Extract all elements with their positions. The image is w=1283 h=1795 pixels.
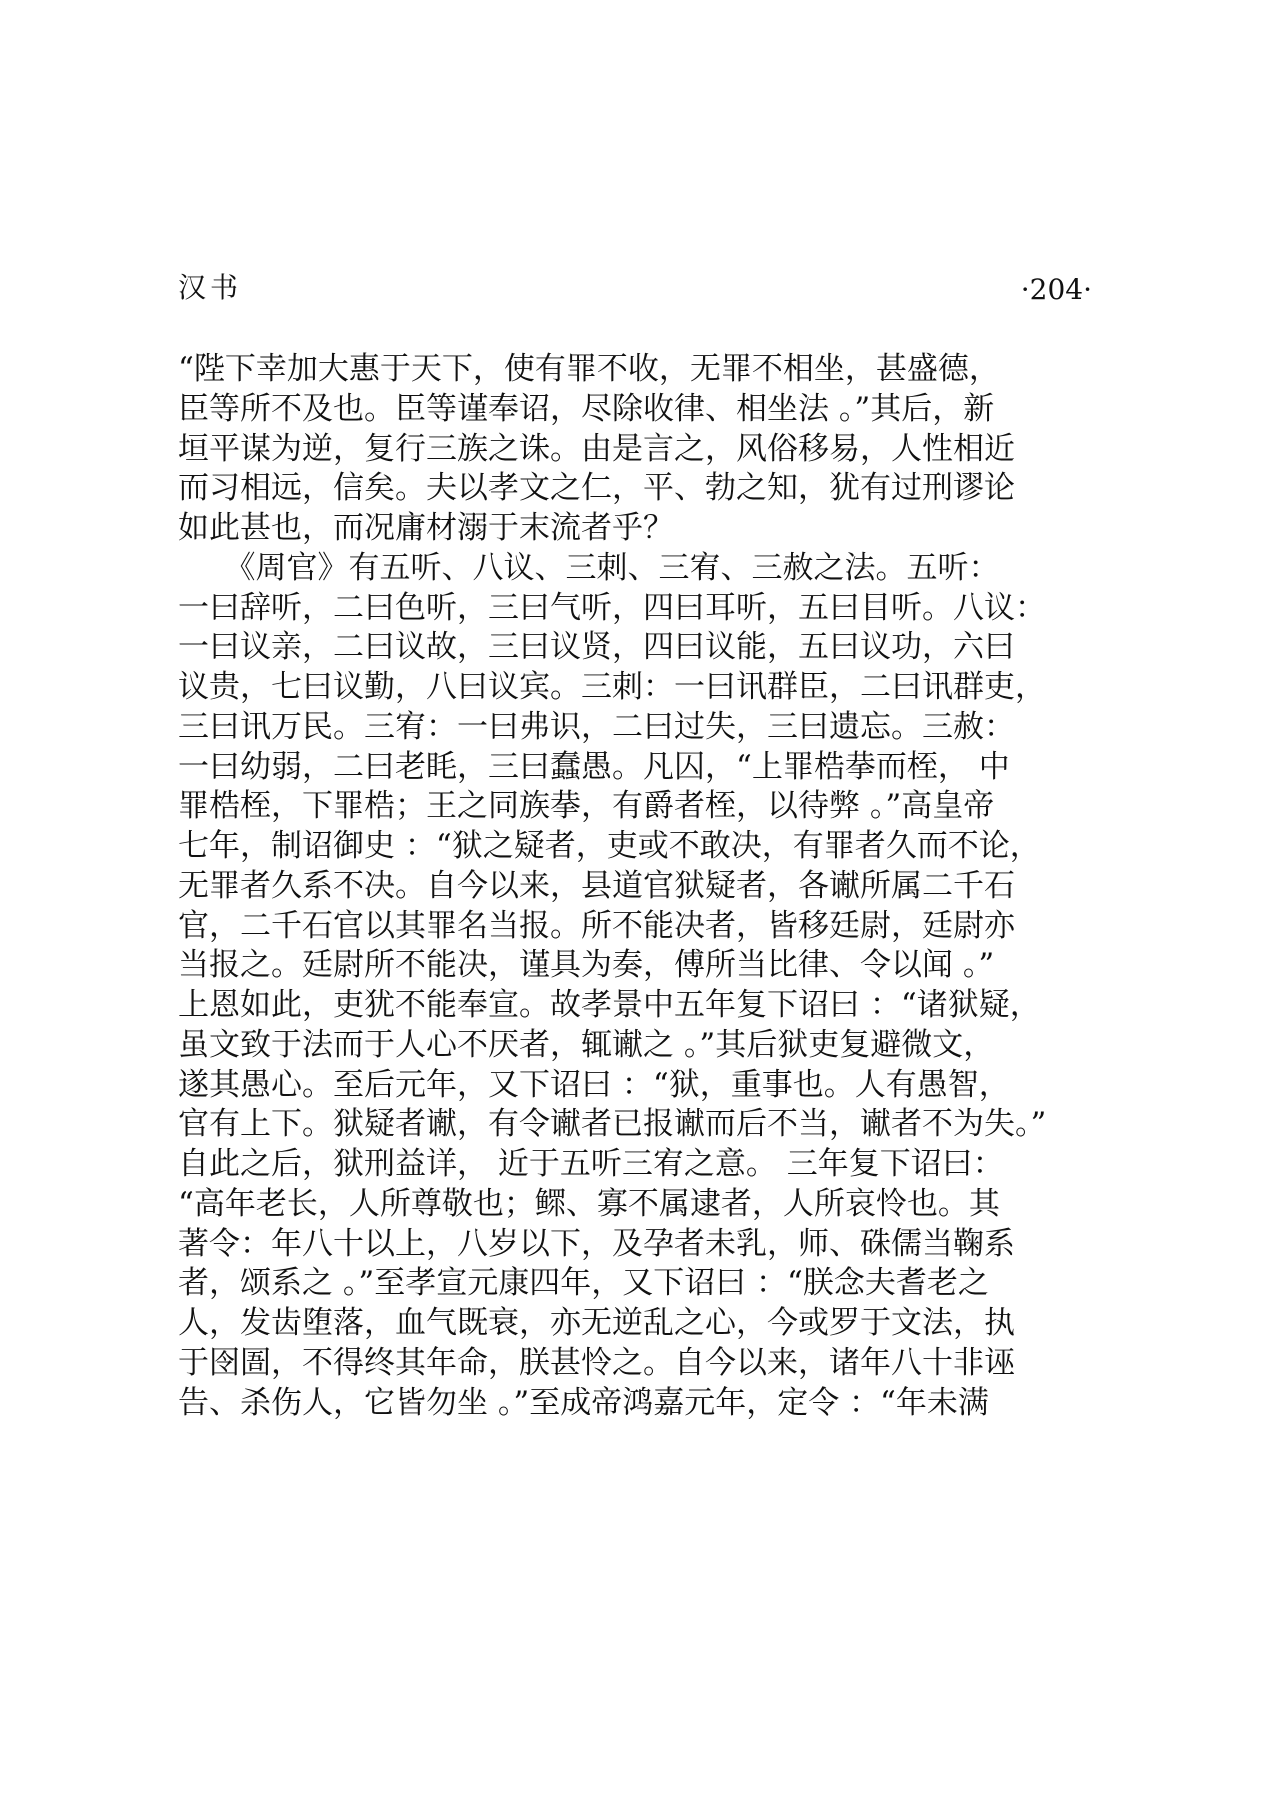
- text-line: 议贵，七曰议勤，八曰议宾。三刺：一曰讯群臣，二曰讯群吏，: [178, 669, 1046, 705]
- text-line: 七年，制诏御史 ：“狱之疑者，吏或不敢决，有罪者久而不论，: [178, 828, 1041, 864]
- text-line: 告、杀伤人，它皆勿坐 。”至成帝鸿嘉元年，定令 ：“年未满: [178, 1384, 989, 1421]
- text-line: “高年老长，人所尊敬也；鳏、寡不属逮者，人所哀怜也。其: [178, 1185, 1000, 1222]
- text-line: “陛下幸加大惠于天下，使有罪不收，无罪不相坐，甚盛德，: [178, 351, 1000, 387]
- text-line: 上恩如此，吏犹不能奉宣。故孝景中五年复下诏曰 ：“诸狱疑，: [178, 987, 1041, 1023]
- text-line: 《周官》有五听、八议、三刺、三宥、三赦之法。五听：: [178, 549, 1000, 586]
- text-line: 官，二千石官以其罪名当报。所不能决者，皆移廷尉，廷尉亦: [178, 907, 1015, 944]
- text-line: 如此甚也，而况庸材溺于末流者乎？: [178, 510, 674, 546]
- text-line: 无罪者久系不决。自今以来，县道官狱疑者，各谳所属二千石: [178, 867, 1015, 904]
- text-line: 三曰讯万民。三宥：一曰弗识，二曰过失，三曰遗忘。三赦：: [178, 708, 1015, 745]
- text-line: 罪梏桎，下罪梏；王之同族拲，有爵者桎，以待弊 。”高皇帝: [178, 788, 995, 825]
- text-line: 自此之后，狱刑益详， 近于五听三宥之意。 三年复下诏曰：: [178, 1146, 1004, 1182]
- text-line: 垣平谋为逆，复行三族之诛。由是言之，风俗移易，人性相近: [178, 430, 1015, 467]
- text-line: 一曰议亲，二曰议故，三曰议贤，四曰议能，五曰议功，六曰: [178, 629, 1015, 666]
- text-line: 遂其愚心。至后元年，又下诏曰 ：“狱，重事也。人有愚智，: [178, 1066, 1010, 1103]
- body-text: [178, 350, 1098, 1423]
- text-line: 臣等所不及也。臣等谨奉诏，尽除收律、相坐法 。”其后，新: [178, 390, 995, 427]
- page-number: ·204·: [1020, 273, 1092, 306]
- running-header-title: 汉书: [178, 271, 243, 304]
- text-line: 一曰辞听，二曰色听，三曰气听，四曰耳听，五曰目听。八议：: [178, 589, 1046, 626]
- text-line: 者，颂系之 。”至孝宣元康四年，又下诏曰 ：“朕念夫耆老之: [178, 1265, 989, 1302]
- text-line: 一曰幼弱，二曰老眊，三曰蠢愚。凡囚，“上罪梏拲而桎， 中: [178, 748, 1010, 785]
- text-line: 著令：年八十以上，八岁以下，及孕者未乳，师、硃儒当鞠系: [178, 1225, 1015, 1262]
- text-line: 于囹圄，不得终其年命，朕甚怜之。自今以来，诸年八十非诬: [178, 1344, 1015, 1381]
- text-line: 当报之。廷尉所不能决，谨具为奏，傅所当比律、令以闻 。”: [178, 947, 995, 984]
- text-line: 虽文致于法而于人心不厌者，辄谳之 。”其后狱吏复避微文，: [178, 1026, 995, 1063]
- text-line: 人，发齿堕落，血气既衰，亦无逆乱之心，今或罗于文法，执: [178, 1305, 1015, 1341]
- text-line: 官有上下。狱疑者谳，有令谳者已报谳而后不当，谳者不为失。”: [178, 1106, 1047, 1143]
- text-line: 而习相远，信矣。夫以孝文之仁，平、勃之知，犹有过刑谬论: [178, 470, 1015, 507]
